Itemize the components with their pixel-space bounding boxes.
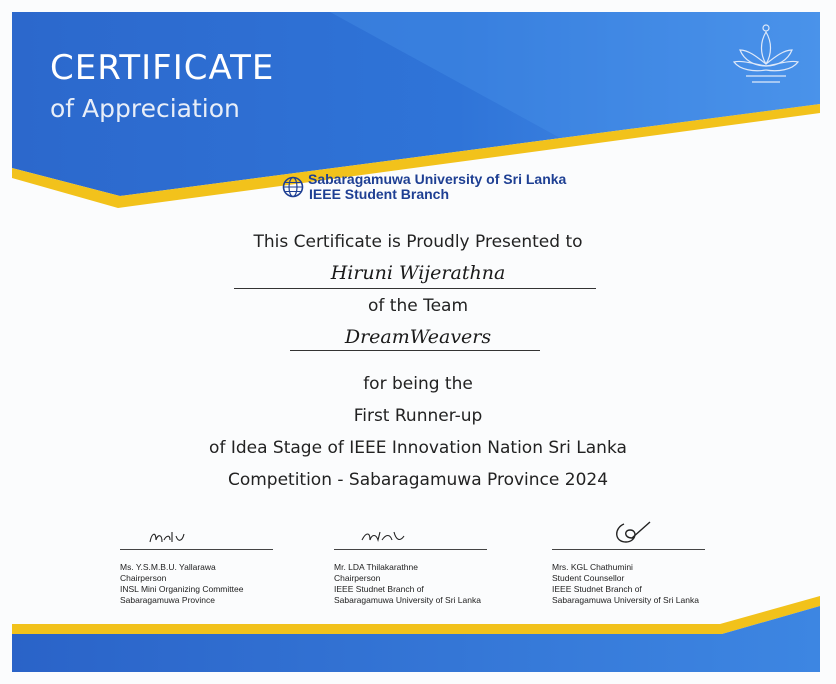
signature-3-mark xyxy=(610,518,652,548)
team-label: of the Team xyxy=(367,296,469,316)
signatory-2-org1: IEEE Studnet Branch of xyxy=(334,584,424,594)
signatory-1-org1: INSL Mini Organizing Committee xyxy=(120,584,244,594)
signatory-3-org2: Sabaragamuwa University of Sri Lanka xyxy=(552,595,699,605)
signatory-1-org2: Sabaragamuwa Province xyxy=(120,595,215,605)
recipient-underline xyxy=(234,288,596,289)
signatory-2-name: Mr. LDA Thilakarathne xyxy=(334,562,418,572)
signature-2-line xyxy=(334,549,487,550)
signatory-1 xyxy=(120,562,243,606)
signature-1-mark xyxy=(148,528,188,548)
signatory-1-role: Chairperson xyxy=(120,573,167,583)
team-name: DreamWeavers xyxy=(344,326,492,348)
signatory-2-role: Chairperson xyxy=(334,573,381,583)
signatory-2-org2: Sabaragamuwa University of Sri Lanka xyxy=(334,595,481,605)
signatory-3 xyxy=(552,562,699,606)
signatory-2 xyxy=(334,562,481,606)
body-line-1: for being the xyxy=(363,374,473,394)
signatory-1-name: Ms. Y.S.M.B.U. Yallarawa xyxy=(120,562,216,572)
organization-header xyxy=(282,172,566,202)
student-branch-name: IEEE Student Branch xyxy=(309,186,450,202)
signature-2-mark xyxy=(360,528,406,548)
certificate-title: CERTIFICATE xyxy=(50,48,275,88)
signatory-3-role: Student Counsellor xyxy=(552,573,625,583)
recipient-name: Hiruni Wijerathna xyxy=(330,262,506,284)
signature-1-line xyxy=(120,549,273,550)
signatory-3-org1: IEEE Studnet Branch of xyxy=(552,584,642,594)
lotus-emblem-icon xyxy=(726,20,806,98)
signature-3-line xyxy=(552,549,705,550)
university-name: Sabaragamuwa University of Sri Lanka xyxy=(308,171,567,187)
ieee-globe-icon xyxy=(282,176,304,198)
bottom-banner-shape xyxy=(12,606,820,672)
signatory-3-name: Mrs. KGL Chathumini xyxy=(552,562,633,572)
body-line-4: Competition - Sabaragamuwa Province 2024 xyxy=(227,470,609,490)
body-line-3: of Idea Stage of IEEE Innovation Nation Sri Lanka xyxy=(209,438,627,458)
body-line-2: First Runner-up xyxy=(353,406,483,426)
presented-text: This Certificate is Proudly Presented to xyxy=(253,232,583,252)
team-underline xyxy=(290,350,540,351)
certificate-subtitle: of Appreciation xyxy=(50,94,240,123)
